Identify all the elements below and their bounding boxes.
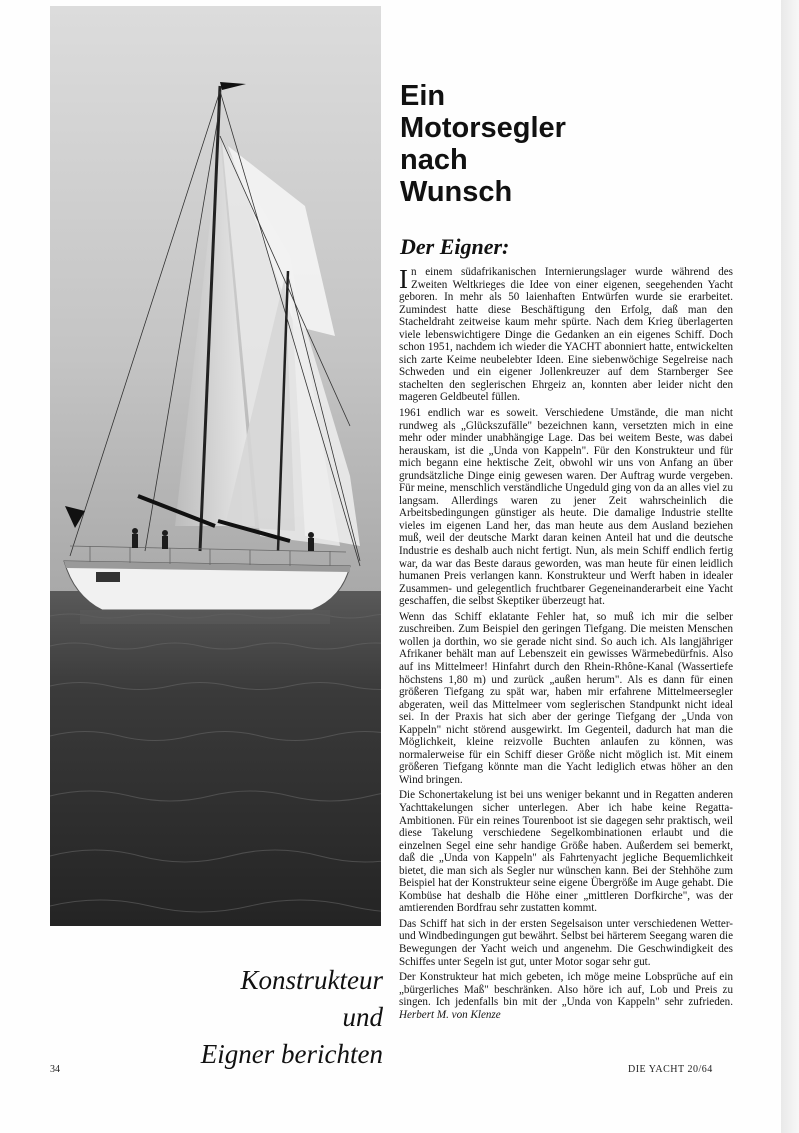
author-byline: Herbert M. von Klenze — [399, 1008, 501, 1021]
intro-paragraph — [399, 266, 733, 404]
section-heading: Der Eigner: — [400, 234, 510, 259]
caption-line: Eigner berichten — [200, 1039, 383, 1069]
drop-cap: I — [399, 264, 408, 294]
schooner-photo — [50, 6, 381, 926]
article-title — [400, 80, 730, 208]
body-paragraph: Das Schiff hat sich in der ersten Segelsaison unter verschiedenen Wetter- und Windbedingungen gut bewährt. Selbst bei härterem Seegang waren die Bewegungen der Yacht weich und angenehm. Die Geschwindigkeit des Schiffes unter Segeln ist gut, unter Motor sogar sehr gut. — [399, 917, 733, 968]
magazine-issue: DIE YACHT 20/64 — [628, 1064, 713, 1075]
article-body — [399, 266, 733, 1024]
title-line: Ein — [400, 80, 446, 112]
caption-line: und — [342, 1002, 383, 1032]
intro-text: n einem südafrikanischen Internierungslager wurde während des Zweiten Weltkrieges die Idee von einer eigenen, seegehenden Yacht geboren. In mehr als 50 laienhaften Entwürfen wurde sie erarbeitet. Zumindest hatte diese Beschäftigung den Erfolg, daß man den Stacheldraht zeitweise kaum mehr spürte. Nach dem Krieg überlagerten viele lebenswichtigere Dinge die Gedanken an ein eigenes Schiff. Doch schon 1951, nachdem ich wieder die YACHT abonniert hatte, entwickelten sich zarte Keime neubelebter Ideen. Eine siebenwöchige Segelreise nach Schweden und ein eigener Jollenkreuzer auf dem Starnberger See stachelten den seglerischen Ehrgeiz an, konnten aber leider nicht den mageren Geldbeutel füllen. — [399, 266, 733, 404]
title-line: Motorsegler — [400, 112, 566, 144]
title-line: Wunsch — [400, 176, 513, 208]
body-paragraph: 1961 endlich war es soweit. Verschiedene Umstände, die man nicht rundweg als „Glückszufälle" bezeichnen kann, versetzten mich in eine mehr oder minder unabhängige Lage. Das bei weitem Beste, was dabei herauskam, ist die „Unda von Kappeln". Für den Konstrukteur und für mich begann eine hektische Zeit, obwohl wir uns von Anfang an über grundsätzliche Dinge einig gewesen waren. Der Auftrag wurde vergeben. Für meine, menschlich verständliche Ungeduld ging von da an alles viel zu langsam. Allerdings waren zu jener Zeit wahrscheinlich die Arbeitsbedingungen günstiger als heute. Die damalige Industrie stellte vieles im eigenen Land her, das man heute aus dem Ausland beziehen muß, weil der deutsche Markt daran keinen Anteil hat und die deutsche Industrie es deshalb auch nicht fertigt. Nun, als mein Schiff endlich fertig war, da war das Beste daraus geworden, was man heute für einen leidlich humanen Preis verlangen kann. Konstrukteur und Werft haben in idealer Zusammen- und gelegentlich fruchtbarer Gegeneinanderarbeit eine Yacht geschaffen, die selbst Skeptiker überzeugt hat. — [399, 407, 733, 608]
body-paragraph: Wenn das Schiff eklatante Fehler hat, so muß ich mir die selber zuschreiben. Zum Beispiel den geringen Tiefgang. Die meisten Menschen wollen ja dorthin, wo sie gerade nicht sind. So auch ich. Als langjähriger Afrikaner behält man auf Lebenszeit ein gewisses Wärmebedürfnis. Also auf ins Mittelmeer! Hinfahrt durch den Rhein-Rhône-Kanal (Wassertiefe höchstens 1,80 m) und zurück „außen herum". Als es dann für einen größeren Tiefgang zu spät war, haben mir erfahrene Mittelmeersegler abgeraten, weil das Mittelmeer vom seglerischen Standpunkt nicht ideal sei. In der Praxis hat sich aber der geringe Tiefgang der „Unda von Kappeln" nicht störend ausgewirkt. Im Gegenteil, dadurch hat man die Möglichkeit, kleine reizvolle Buchten anlaufen zu können, was normalerweise für ein Schiff dieser Größe nicht möglich ist. Mit einem größeren Tiefgang könnte man die Yacht lediglich etwas höher an den Wind bringen. — [399, 610, 733, 786]
title-line: nach — [400, 144, 468, 176]
body-paragraph: Die Schonertakelung ist bei uns weniger bekannt und in Regatten anderen Yachttakelungen sicher unterlegen. Aber ich habe keine Regatta-Ambitionen. Für ein reines Tourenboot ist sie dagegen sehr praktisch, weil diese Takelung verschiedene Segelkombinationen erlaubt und die einzelnen Segel eine sehr handige Größe haben. Außerdem sei bemerkt, daß die „Unda von Kappeln" als Fahrtenyacht jegliche Bequemlichkeit bietet, die man sich als Segler nur wünschen kann. Bei der Stehhöhe zum Beispiel hat der Konstrukteur seine eigene Übergröße im Auge gehabt. Die Kombüse hat deshalb die Höhe einer „mittleren Dorfkirche", was der amtierenden Bordfrau sehr zustatten kommt. — [399, 789, 733, 915]
page-number: 34 — [50, 1064, 60, 1075]
closing-paragraph — [399, 971, 733, 1021]
closing-text: Der Konstrukteur hat mich gebeten, ich möge meine Lobsprüche auf ein „bürgerliches Maß" beschränken. Also höre ich auf, Lob und Preis zu singen. Ich jedenfalls bin mit der „Unda von Kappeln" sehr zufrieden. — [399, 971, 733, 1009]
caption-line: Konstrukteur — [240, 965, 383, 995]
page-edge — [781, 0, 799, 1133]
photo-caption — [190, 962, 383, 1073]
